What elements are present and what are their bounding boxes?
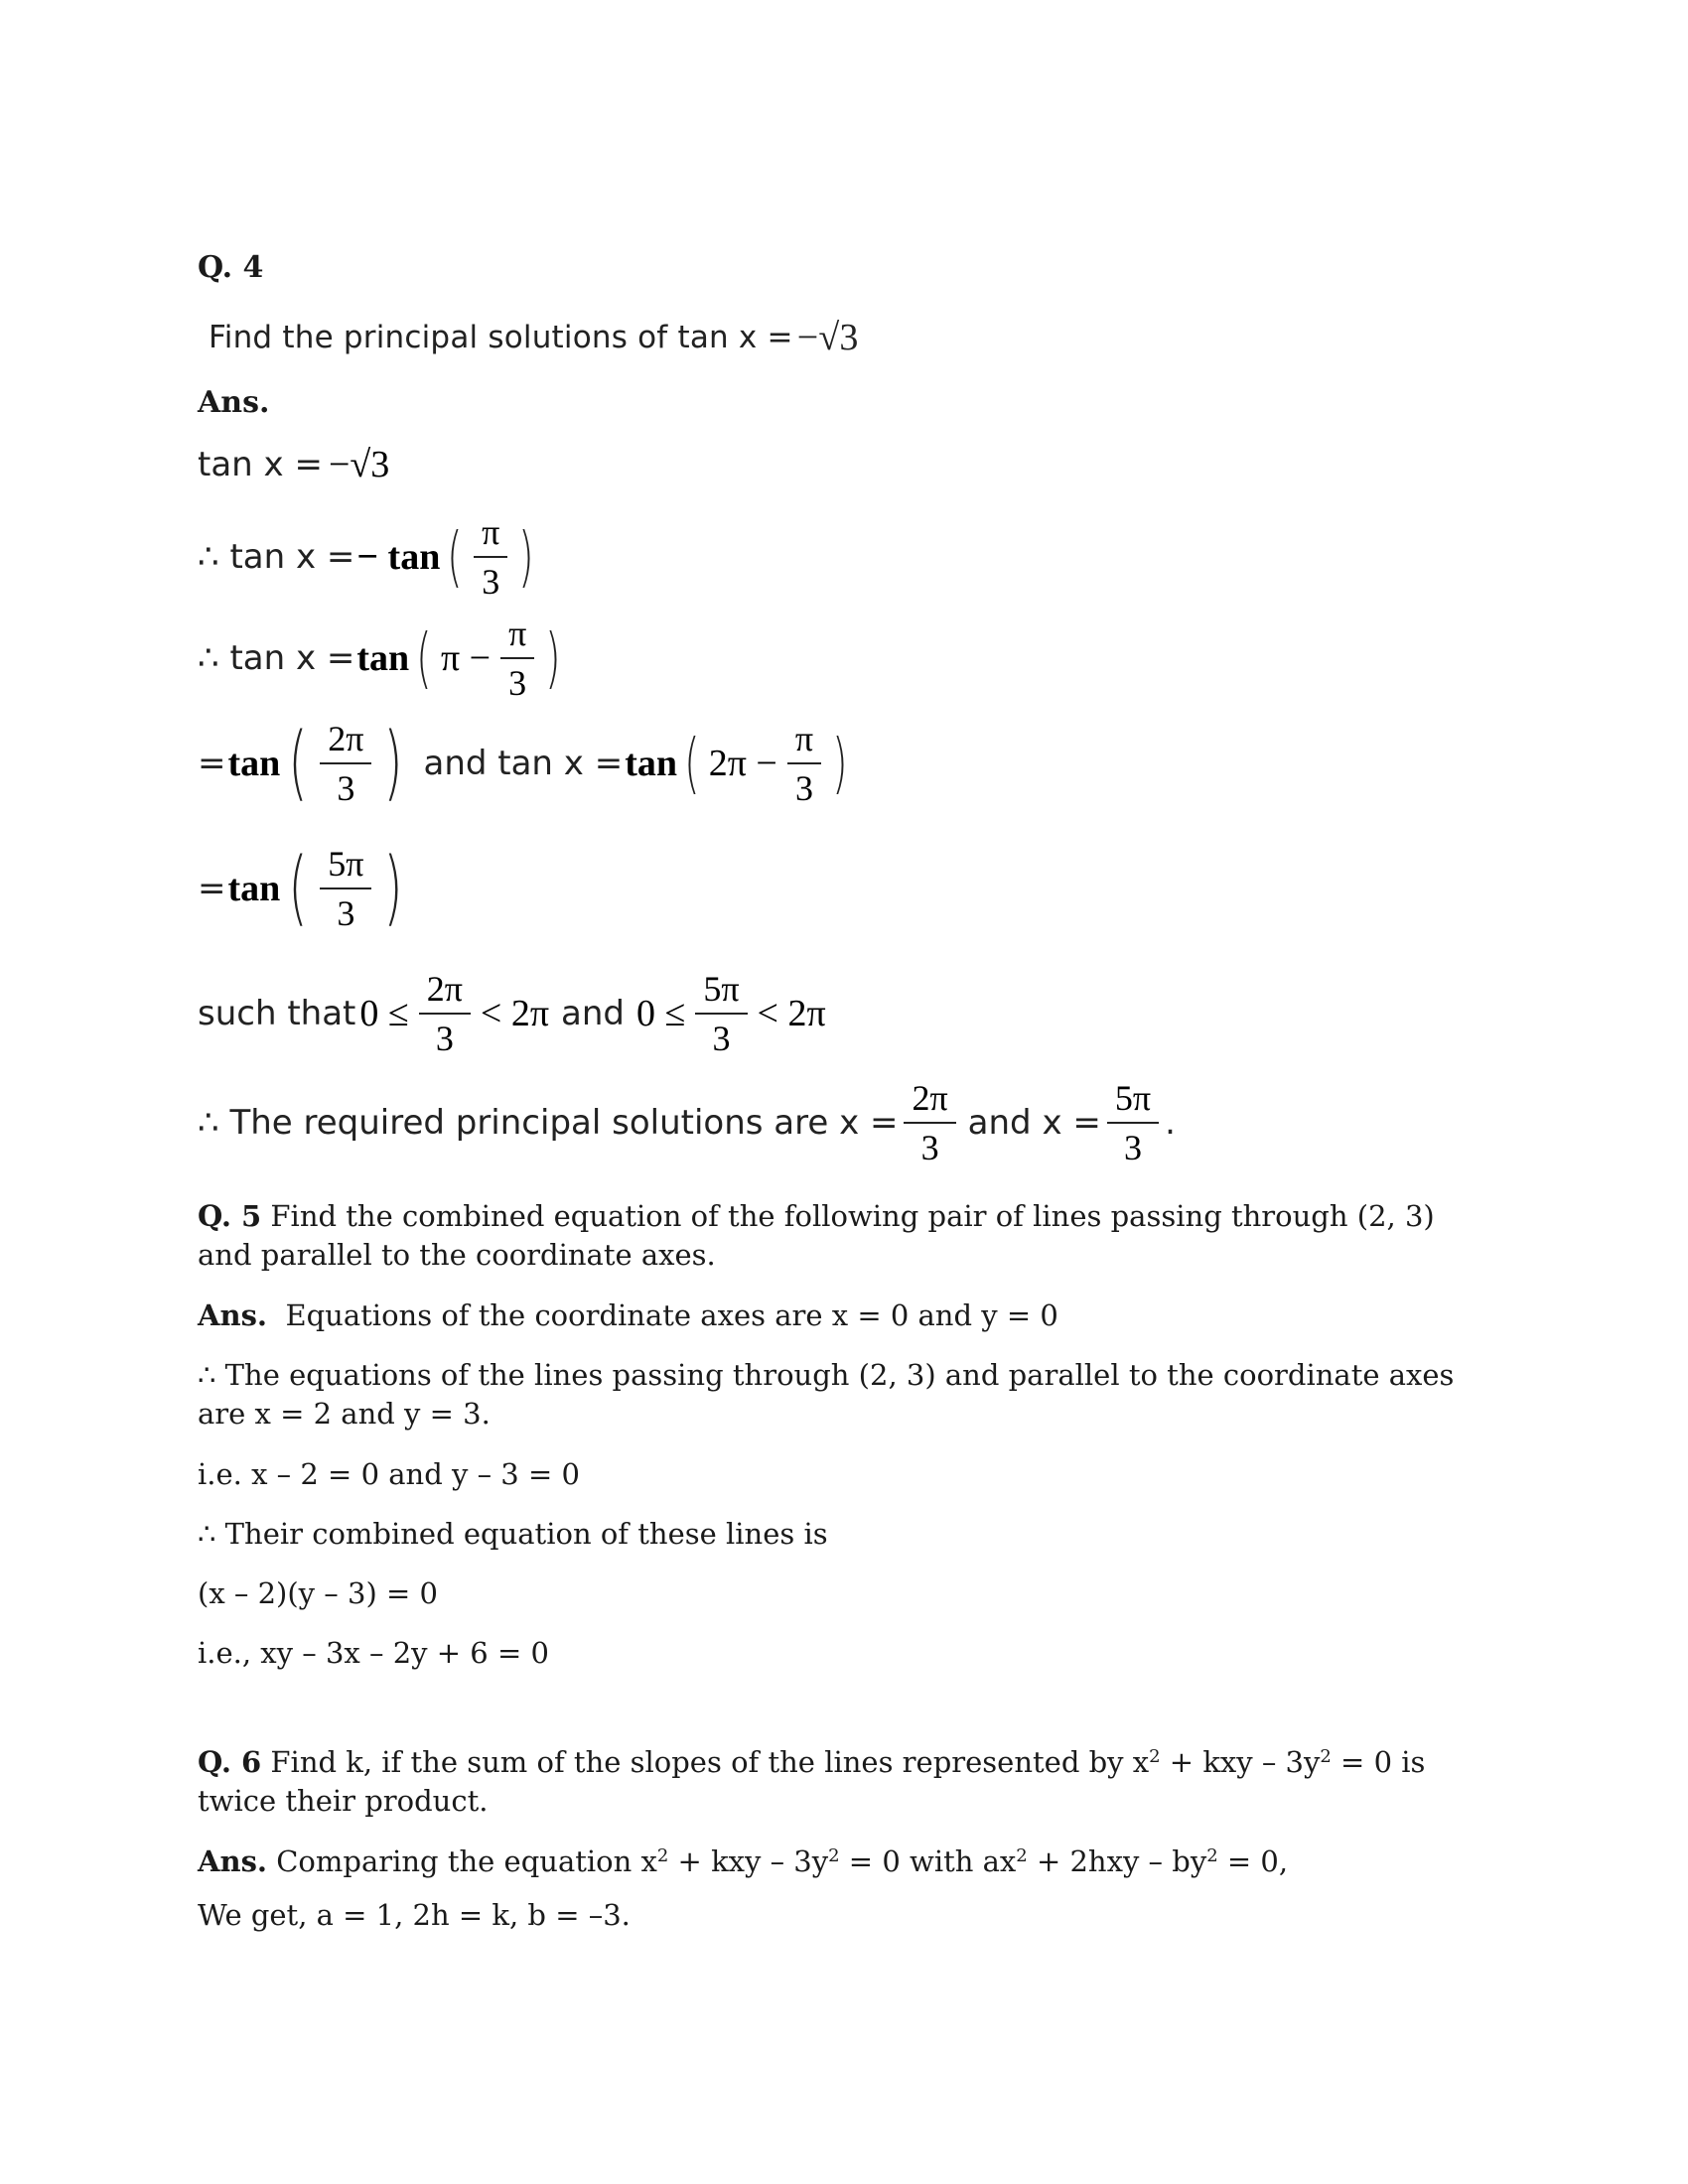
denominator: 3 [435, 1019, 454, 1058]
numerator: 5π [320, 846, 371, 889]
denominator: 3 [337, 893, 355, 933]
fraction-5pi-over-3 [320, 846, 371, 931]
two-pi-minus: 2π − [708, 743, 777, 784]
superscript-2: 2 [1320, 1746, 1332, 1767]
zero-le: 0 ≤ [636, 993, 686, 1034]
numerator: π [787, 721, 821, 764]
q4-step1-math: −√3 [328, 444, 390, 485]
q6-heading: Q. 6 [198, 1744, 262, 1779]
fraction-pi-over-3 [474, 514, 507, 600]
q6-ans-a: Comparing the equation x [276, 1843, 657, 1878]
fraction-2pi-over-3 [904, 1080, 955, 1165]
right-paren: ) [545, 619, 561, 696]
q6-question-a: Find k, if the sum of the slopes of the lines represented by x [270, 1744, 1150, 1779]
q4-step5-eq: = [198, 869, 226, 908]
q4-heading: Q. 4 [198, 250, 264, 285]
fraction-2pi-over-3 [320, 721, 371, 806]
numerator: 2π [904, 1080, 955, 1124]
q4-step6 [198, 971, 830, 1056]
numerator: 5π [695, 971, 747, 1015]
q6-question [198, 1737, 1488, 1821]
denominator: 3 [794, 768, 813, 808]
fraction-5pi-over-3 [695, 971, 747, 1056]
q5-line3: i.e. x – 2 = 0 and y – 3 = 0 [198, 1457, 580, 1491]
q5-line2: ∴ The equations of the lines passing through (2, 3) and parallel to the coordinate axes are x = 2 and y = 3. [198, 1358, 1455, 1431]
left-paren: ( [684, 725, 700, 801]
q6-ans-e: = 0, [1217, 1843, 1289, 1878]
numerator: 2π [320, 721, 371, 764]
numerator: π [500, 615, 534, 659]
left-paren: ( [288, 841, 308, 935]
q4-step2-text: ∴ tan x = [198, 537, 355, 577]
q4-statement-math: −√3 [796, 317, 859, 358]
numerator: 2π [419, 971, 471, 1015]
q6-question-c: = 0 is twice their product. [198, 1744, 1426, 1818]
superscript-2: 2 [1149, 1746, 1161, 1767]
q4-statement-text: Find the principal solutions of tan x = [209, 320, 793, 355]
denominator: 3 [337, 768, 355, 808]
fraction-2pi-over-3 [419, 971, 471, 1056]
q4-step3-fn: tan [356, 637, 410, 679]
q6-ans-c: = 0 with ax [839, 1843, 1017, 1878]
q4-step4 [198, 716, 853, 810]
superscript-2: 2 [1206, 1845, 1218, 1866]
denominator: 3 [920, 1128, 939, 1167]
pi-minus: π − [440, 637, 492, 679]
q5-heading: Q. 5 [198, 1199, 262, 1233]
right-paren: ) [832, 725, 848, 801]
q4-statement [209, 316, 859, 359]
q4-step1-text: tan x = [198, 445, 323, 484]
left-paren: ( [288, 716, 308, 810]
q6-ans-label: Ans. [198, 1843, 268, 1878]
q6-answer-line1 [198, 1837, 1488, 1881]
q5-question-text: Find the combined equation of the following pair of lines passing through (2, 3) and parallel to the coordinate axes. [198, 1199, 1435, 1272]
q4-step4-fn: tan [227, 743, 281, 784]
fraction-pi-over-3 [787, 721, 821, 806]
q5-line6: i.e., xy – 3x – 2y + 6 = 0 [198, 1636, 549, 1670]
q4-step4-and: and tan x = [423, 744, 624, 783]
zero-le: 0 ≤ [359, 993, 409, 1034]
right-paren: ) [518, 518, 534, 595]
q5-question [198, 1197, 1488, 1275]
q4-step6-and: and [561, 994, 625, 1033]
q5-line4: ∴ Their combined equation of these lines is [198, 1517, 828, 1551]
q5-ans-text: Equations of the coordinate axes are x = 0 and y = 0 [285, 1298, 1058, 1332]
superscript-2: 2 [656, 1845, 669, 1866]
left-paren: ( [447, 518, 463, 595]
q6-line2: We get, a = 1, 2h = k, b = –3. [198, 1898, 631, 1932]
right-paren: ) [383, 841, 404, 935]
q6-ans-b: + kxy – 3y [668, 1843, 829, 1878]
q4-step7-and: and x = [967, 1103, 1101, 1143]
q4-step7-text: ∴ The required principal solutions are x = [198, 1103, 899, 1143]
numerator: 5π [1107, 1080, 1159, 1124]
q4-step6-text: such that [198, 994, 356, 1033]
q6-ans-d: + 2hxy – by [1027, 1843, 1207, 1878]
q4-step2-fn: − tan [356, 536, 441, 578]
denominator: 3 [508, 663, 527, 703]
q5-ans-label: Ans. [198, 1298, 268, 1332]
left-paren: ( [416, 619, 432, 696]
q4-step5 [198, 841, 409, 935]
denominator: 3 [712, 1019, 731, 1058]
superscript-2: 2 [828, 1845, 840, 1866]
lt-two-pi: < 2π [757, 993, 826, 1034]
right-paren: ) [383, 716, 404, 810]
q4-step4-eq: = [198, 744, 226, 783]
q6-question-b: + kxy – 3y [1160, 1744, 1321, 1779]
denominator: 3 [482, 562, 500, 602]
q4-step1 [198, 443, 389, 486]
q4-step3 [198, 615, 566, 701]
denominator: 3 [1123, 1128, 1142, 1167]
q4-ans-label: Ans. [198, 385, 270, 420]
q5-line5: (x – 2)(y – 3) = 0 [198, 1576, 438, 1610]
q5-answer-line1 [198, 1297, 1488, 1335]
q4-step5-fn: tan [227, 868, 281, 909]
superscript-2: 2 [1016, 1845, 1028, 1866]
q4-step4-fn2: tan [625, 743, 677, 784]
lt-two-pi: < 2π [480, 993, 550, 1034]
q4-step7 [198, 1080, 1176, 1165]
q4-step7-end: . [1165, 1103, 1176, 1143]
fraction-pi-over-3 [500, 615, 534, 701]
numerator: π [474, 514, 507, 558]
q4-step2 [198, 514, 539, 600]
fraction-5pi-over-3 [1107, 1080, 1159, 1165]
q4-step3-text: ∴ tan x = [198, 638, 355, 678]
